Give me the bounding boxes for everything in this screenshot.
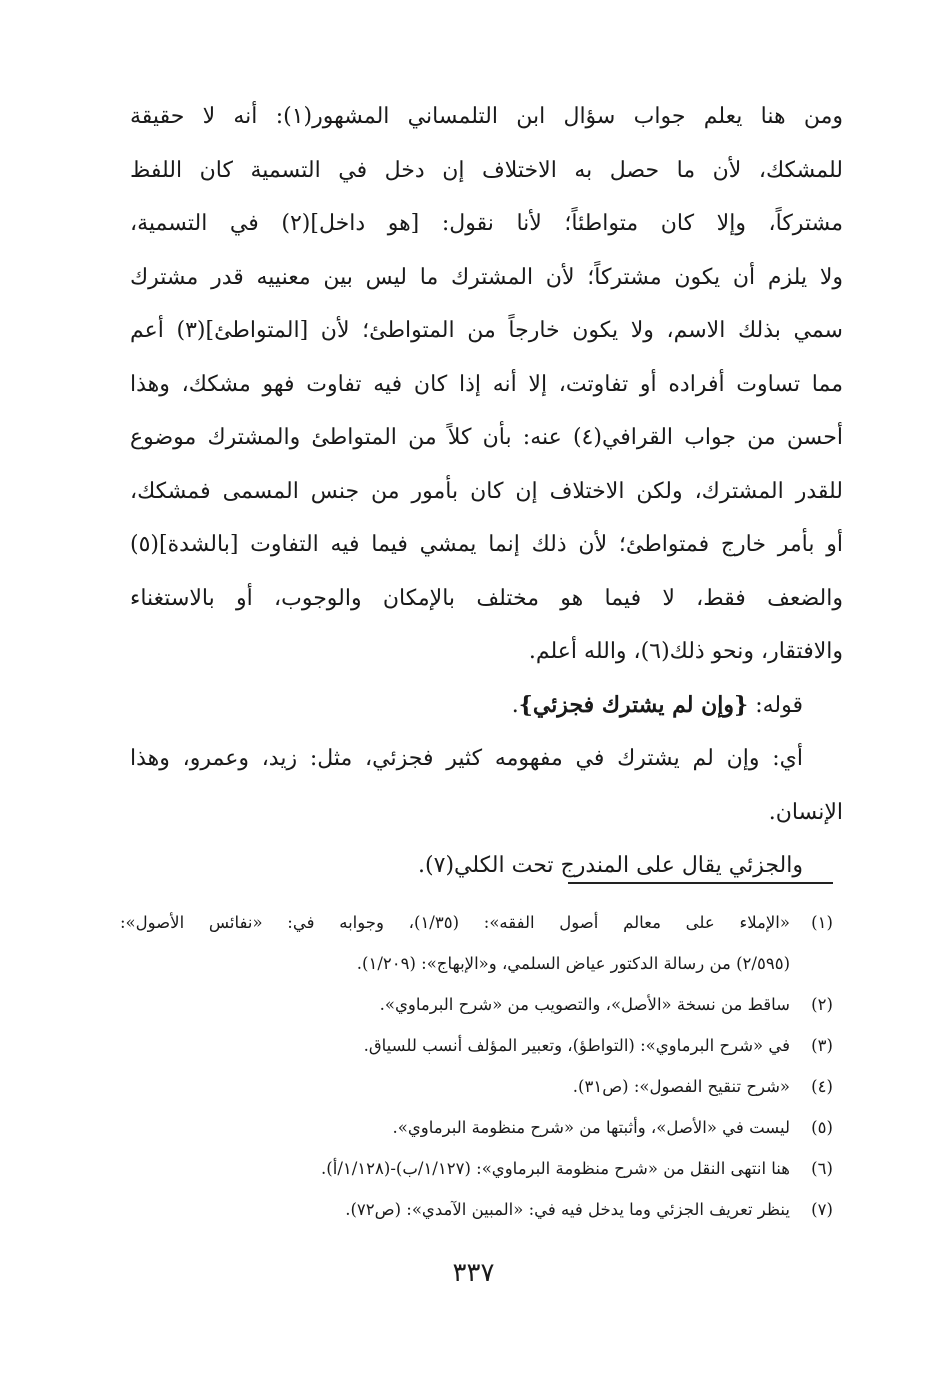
footnote-number: (٣) — [811, 1036, 833, 1055]
footnote-text: هنا انتهى النقل من «شرح منظومة البرماوي»: (١/١٢٧/ب)-(١/١٢٨/أ). — [321, 1159, 790, 1178]
quoted-matn: {وإن لم يشترك فجزئي} — [518, 691, 749, 718]
footnote-separator — [568, 882, 833, 884]
quoted-matn-line — [130, 679, 843, 733]
footnote-number: (٥) — [811, 1118, 833, 1137]
footnote-number: (٤) — [811, 1077, 833, 1096]
page-number: ٣٣٧ — [452, 1258, 495, 1288]
final-line: والجزئي يقال على المندرج تحت الكلي(٧). — [418, 853, 803, 878]
footnote — [120, 1148, 842, 1189]
footnote — [120, 1107, 842, 1148]
text-line: ولا يلزم أن يكون مشتركاً؛ لأن المشترك ما ليس بين معنييه قدر مشترك — [130, 264, 843, 290]
footnote-text: «الإملاء على معالم أصول الفقه»: (١/٣٥)، وجوابه في: «نفائس الأصول»: — [120, 913, 790, 932]
text-line: مما تساوت أفراده أو تفاوتت، إلا أنه إذا كان فيه تفاوت فهو مشكك، وهذا — [130, 371, 843, 397]
footnote-text: ساقط من نسخة «الأصل»، والتصويب من «شرح البرماوي». — [379, 995, 790, 1014]
text-line: للقدر المشترك، ولكن الاختلاف إن كان بأمور من جنس المسمى فمشكك، — [130, 478, 843, 504]
text-line: سمي بذلك الاسم، ولا يكون خارجاً من المتواطئ؛ لأن [المتواطئ](٣) أعم — [130, 318, 843, 343]
text-line: مشتركاً، وإلا كان متواطئاً؛ لأنا نقول: [هو داخل](٢) في التسمية، — [130, 211, 843, 236]
footnote-text: «شرح تنقيح الفصول»: (ص٣١). — [572, 1077, 790, 1096]
explanation-line: أي: وإن لم يشترك في مفهومه كثير فجزئي، مثل: زيد، وعمرو، وهذا — [130, 746, 803, 771]
text-line: والافتقار، ونحو ذلك(٦)، والله أعلم. — [528, 639, 843, 664]
footnote-number: (١) — [811, 913, 833, 932]
text-line: أحسن من جواب القرافي(٤) عنه: بأن كلاً من المتواطئ والمشترك موضوع — [130, 425, 843, 450]
footnote-number: (٦) — [811, 1159, 833, 1178]
footnote — [120, 1025, 842, 1066]
footnote — [120, 902, 842, 984]
text-line: للمشكك، لأن ما حصل به الاختلاف إن دخل في التسمية كان اللفظ — [130, 157, 843, 183]
footnote-text: ليست في «الأصل»، وأثبتها من «شرح منظومة البرماوي». — [392, 1118, 790, 1137]
quote-suffix: . — [511, 692, 519, 718]
footnote-text: ينظر تعريف الجزئي وما يدخل فيه في: «المبين الآمدي»: (ص٧٢). — [345, 1200, 790, 1219]
footnote-number: (٧) — [811, 1200, 833, 1219]
explanation-line: الإنسان. — [768, 799, 843, 825]
text-line: ومن هنا يعلم جواب سؤال ابن التلمساني المشهور(١): أنه لا حقيقة — [130, 104, 844, 129]
quote-prefix: قوله: — [748, 692, 803, 718]
footnote-text: في «شرح البرماوي»: (التواطؤ)، وتعبير المؤلف أنسب للسياق. — [363, 1036, 790, 1055]
footnote — [120, 1189, 842, 1230]
footnote — [120, 1066, 842, 1107]
footnote — [120, 984, 842, 1025]
footnotes — [120, 902, 842, 1230]
text-line: والضعف فقط، لا فيما هو مختلف بالإمكان والوجوب، أو بالاستغناء — [130, 585, 843, 611]
text-line: أو بأمر خارج فمتواطئ؛ لأن ذلك إنما يمشي فيما فيه التفاوت [بالشدة](٥) — [130, 532, 844, 557]
footnote-text: (٢/٥٩٥) من رسالة الدكتور عياض السلمي، و«الإبهاج»: (١/٢٠٩). — [356, 954, 790, 973]
main-text — [130, 90, 843, 893]
footnote-number: (٢) — [811, 995, 833, 1014]
